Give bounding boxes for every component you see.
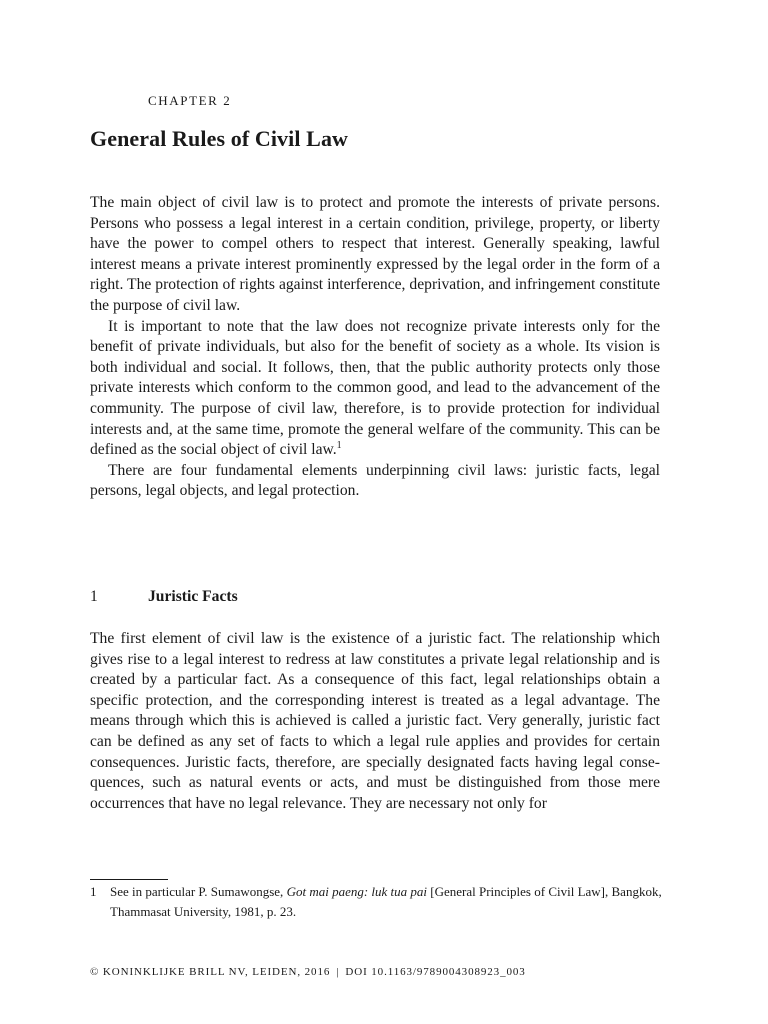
section-body bbox=[90, 629, 660, 814]
intro-paragraph-2 bbox=[90, 317, 660, 461]
intro-paragraph-2-text: It is important to note that the law does not recognize private interests only for the benefit of private individuals, but also for the benefit of society as a whole. Its vision is both individual and social. It follows, then, that the public authority protects only those private interests which conform to the common good, and lead to the advancement of the community. The purpose of civil law, therefore, is to provide protection for individual interests and, at the same time, promote the general welfare of the community. This can be defined as the social object of civil law. bbox=[90, 317, 660, 459]
section-heading bbox=[90, 588, 238, 606]
chapter-title: General Rules of Civil Law bbox=[90, 126, 349, 151]
doi-link[interactable]: DOI 10.1163/9789004308923_003 bbox=[345, 966, 526, 978]
copyright-notice: © KONINKLIJKE BRILL NV, LEIDEN, 2016 bbox=[90, 966, 331, 978]
footnote-text bbox=[110, 882, 662, 922]
footnote-divider bbox=[90, 879, 168, 880]
footnote bbox=[90, 882, 662, 922]
footnote-text-before: See in particular P. Sumawongse, bbox=[110, 884, 287, 899]
section-paragraph-1: The first element of civil law is the existence of a juristic fact. The relationship which gives rise to a legal interest to redress at law constitutes a private legal relationship and is created by a particular fact. As a consequence of this fact, legal relationships obtain a specific protection, and the corresponding interest is treated as a legal advantage. The means through which this is achieved is called a juristic fact. Very generally, juristic fact can be defined as any set of facts to which a legal rule applies and provides for certain consequences. Juristic facts, therefore, are specially designated facts having legal consequences, such as natural events or acts, and must be distinguished from those mere occurrences that have no legal relevance. They are necessary not only for bbox=[90, 630, 660, 812]
chapter-label: CHAPTER 2 bbox=[148, 93, 232, 108]
intro-body bbox=[90, 193, 660, 502]
footnote-number: 1 bbox=[90, 884, 97, 899]
footnote-reference[interactable]: 1 bbox=[336, 440, 342, 452]
page-footer bbox=[90, 966, 526, 978]
footer-separator: | bbox=[336, 966, 340, 978]
section-number: 1 bbox=[90, 588, 98, 605]
footnote-cited-title: Got mai paeng: luk tua pai bbox=[286, 884, 428, 899]
section-title: Juristic Facts bbox=[148, 588, 238, 605]
intro-paragraph-3: There are four fundamental elements underpinning civil laws: juristic facts, legal persons, legal objects, and legal protection. bbox=[90, 461, 660, 500]
intro-paragraph-1: The main object of civil law is to protect and promote the interests of private persons. Persons who possess a legal interest in a certain condition, privilege, property, or liberty have the power to compel others to respect that interest. Generally speaking, lawful interest means a private interest prominently expressed by the legal order in the form of a right. The protection of rights against interference, deprivation, and infringement constitute the purpose of civil law. bbox=[90, 194, 660, 314]
footnote-text-after: [General Principles of Civil Law], Bangkok, Thammasat University, 1981, p. 23. bbox=[110, 884, 662, 919]
